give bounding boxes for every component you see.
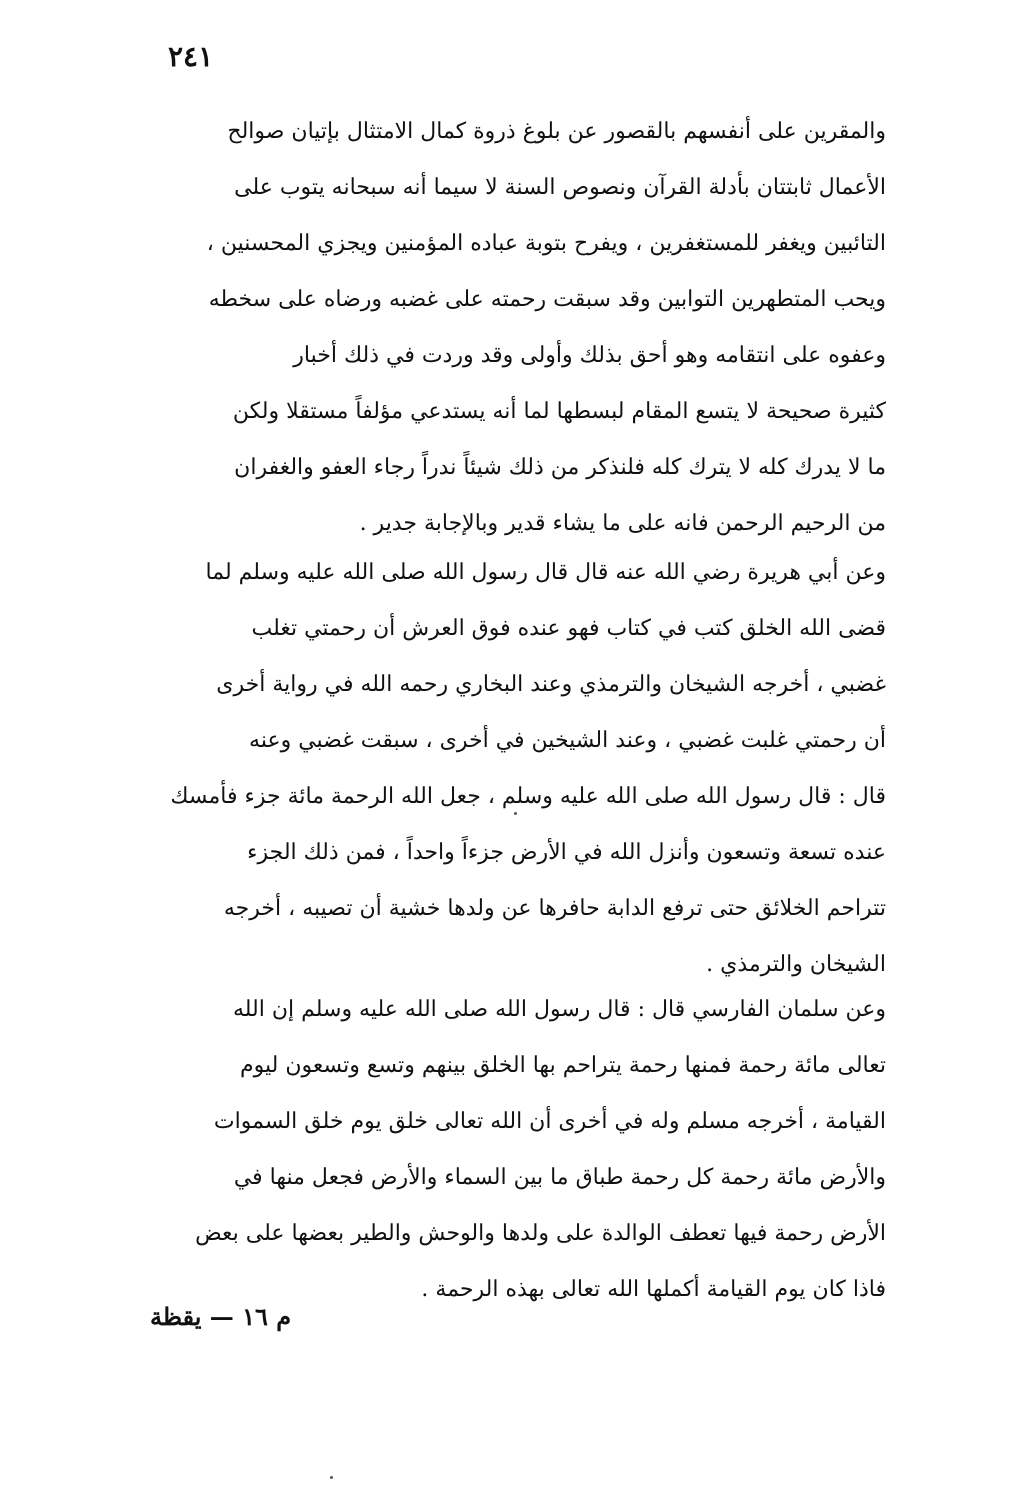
text-line: فاذا كان يوم القيامة أكملها الله تعالى بهذه الرحمة . — [421, 1277, 886, 1302]
text-line: ما لا يدرك كله لا يترك كله فلنذكر من ذلك شيئاً ندراً رجاء العفو والغفران — [234, 455, 886, 480]
text-line: الأعمال ثابتتان بأدلة القرآن ونصوص السنة لا سيما أنه سبحانه يتوب على — [234, 175, 886, 200]
text-line: تتراحم الخلائق حتى ترفع الدابة حافرها عن ولدها خشية أن تصيبه ، أخرجه — [223, 896, 886, 921]
text-line: الأرض رحمة فيها تعطف الوالدة على ولدها والوحش والطير بعضها على بعض — [195, 1221, 886, 1246]
page-number: ٢٤١ — [168, 40, 214, 73]
text-line: وعن أبي هريرة رضي الله عنه قال قال رسول الله صلى الله عليه وسلم لما — [205, 560, 886, 585]
text-line: تعالى مائة رحمة فمنها رحمة يتراحم بها الخلق بينهم وتسع وتسعون ليوم — [240, 1053, 886, 1078]
text-line: التائبين ويغفر للمستغفرين ، ويفرح بتوبة عباده المؤمنين ويجزي المحسنين ، — [206, 231, 886, 256]
text-line: أن رحمتي غلبت غضبي ، وعند الشيخين في أخرى ، سبقت غضبي وعنه — [249, 728, 886, 753]
signature-mark: م ١٦ — يقظة — [150, 1302, 292, 1331]
text-line: الشيخان والترمذي . — [706, 952, 886, 977]
paragraph-1 — [146, 104, 886, 552]
paragraph-3 — [146, 982, 886, 1318]
text-line: القيامة ، أخرجه مسلم وله في أخرى أن الله تعالى خلق يوم خلق السموات — [213, 1109, 886, 1134]
print-speck — [330, 1476, 333, 1479]
text-line: قال : قال رسول الله صلى الله عليه وسلم ، جعل الله الرحمة مائة جزء فأمسك — [170, 784, 886, 809]
text-line: والمقرين على أنفسهم بالقصور عن بلوغ ذروة كمال الامتثال بإتيان صوالح — [227, 119, 886, 144]
text-line: وعفوه على انتقامه وهو أحق بذلك وأولى وقد وردت في ذلك أخبار — [293, 343, 886, 368]
text-line: عنده تسعة وتسعون وأنزل الله في الأرض جزءاً واحداً ، فمن ذلك الجزء — [247, 840, 886, 865]
text-line: والأرض مائة رحمة كل رحمة طباق ما بين السماء والأرض فجعل منها في — [233, 1165, 886, 1190]
text-line: من الرحيم الرحمن فانه على ما يشاء قدير وبالإجابة جدير . — [359, 511, 886, 536]
text-line: وعن سلمان الفارسي قال : قال رسول الله صلى الله عليه وسلم إن الله — [232, 997, 886, 1022]
text-line: غضبي ، أخرجه الشيخان والترمذي وعند البخاري رحمه الله في رواية أخرى — [216, 672, 886, 697]
paragraph-2 — [146, 545, 886, 993]
text-line: كثيرة صحيحة لا يتسع المقام لبسطها لما أنه يستدعي مؤلفاً مستقلا ولكن — [232, 399, 886, 424]
text-line: قضى الله الخلق كتب في كتاب فهو عنده فوق العرش أن رحمتي تغلب — [251, 616, 886, 641]
print-speck — [514, 812, 517, 815]
text-line: ويحب المتطهرين التوابين وقد سبقت رحمته على غضبه ورضاه على سخطه — [208, 287, 886, 312]
